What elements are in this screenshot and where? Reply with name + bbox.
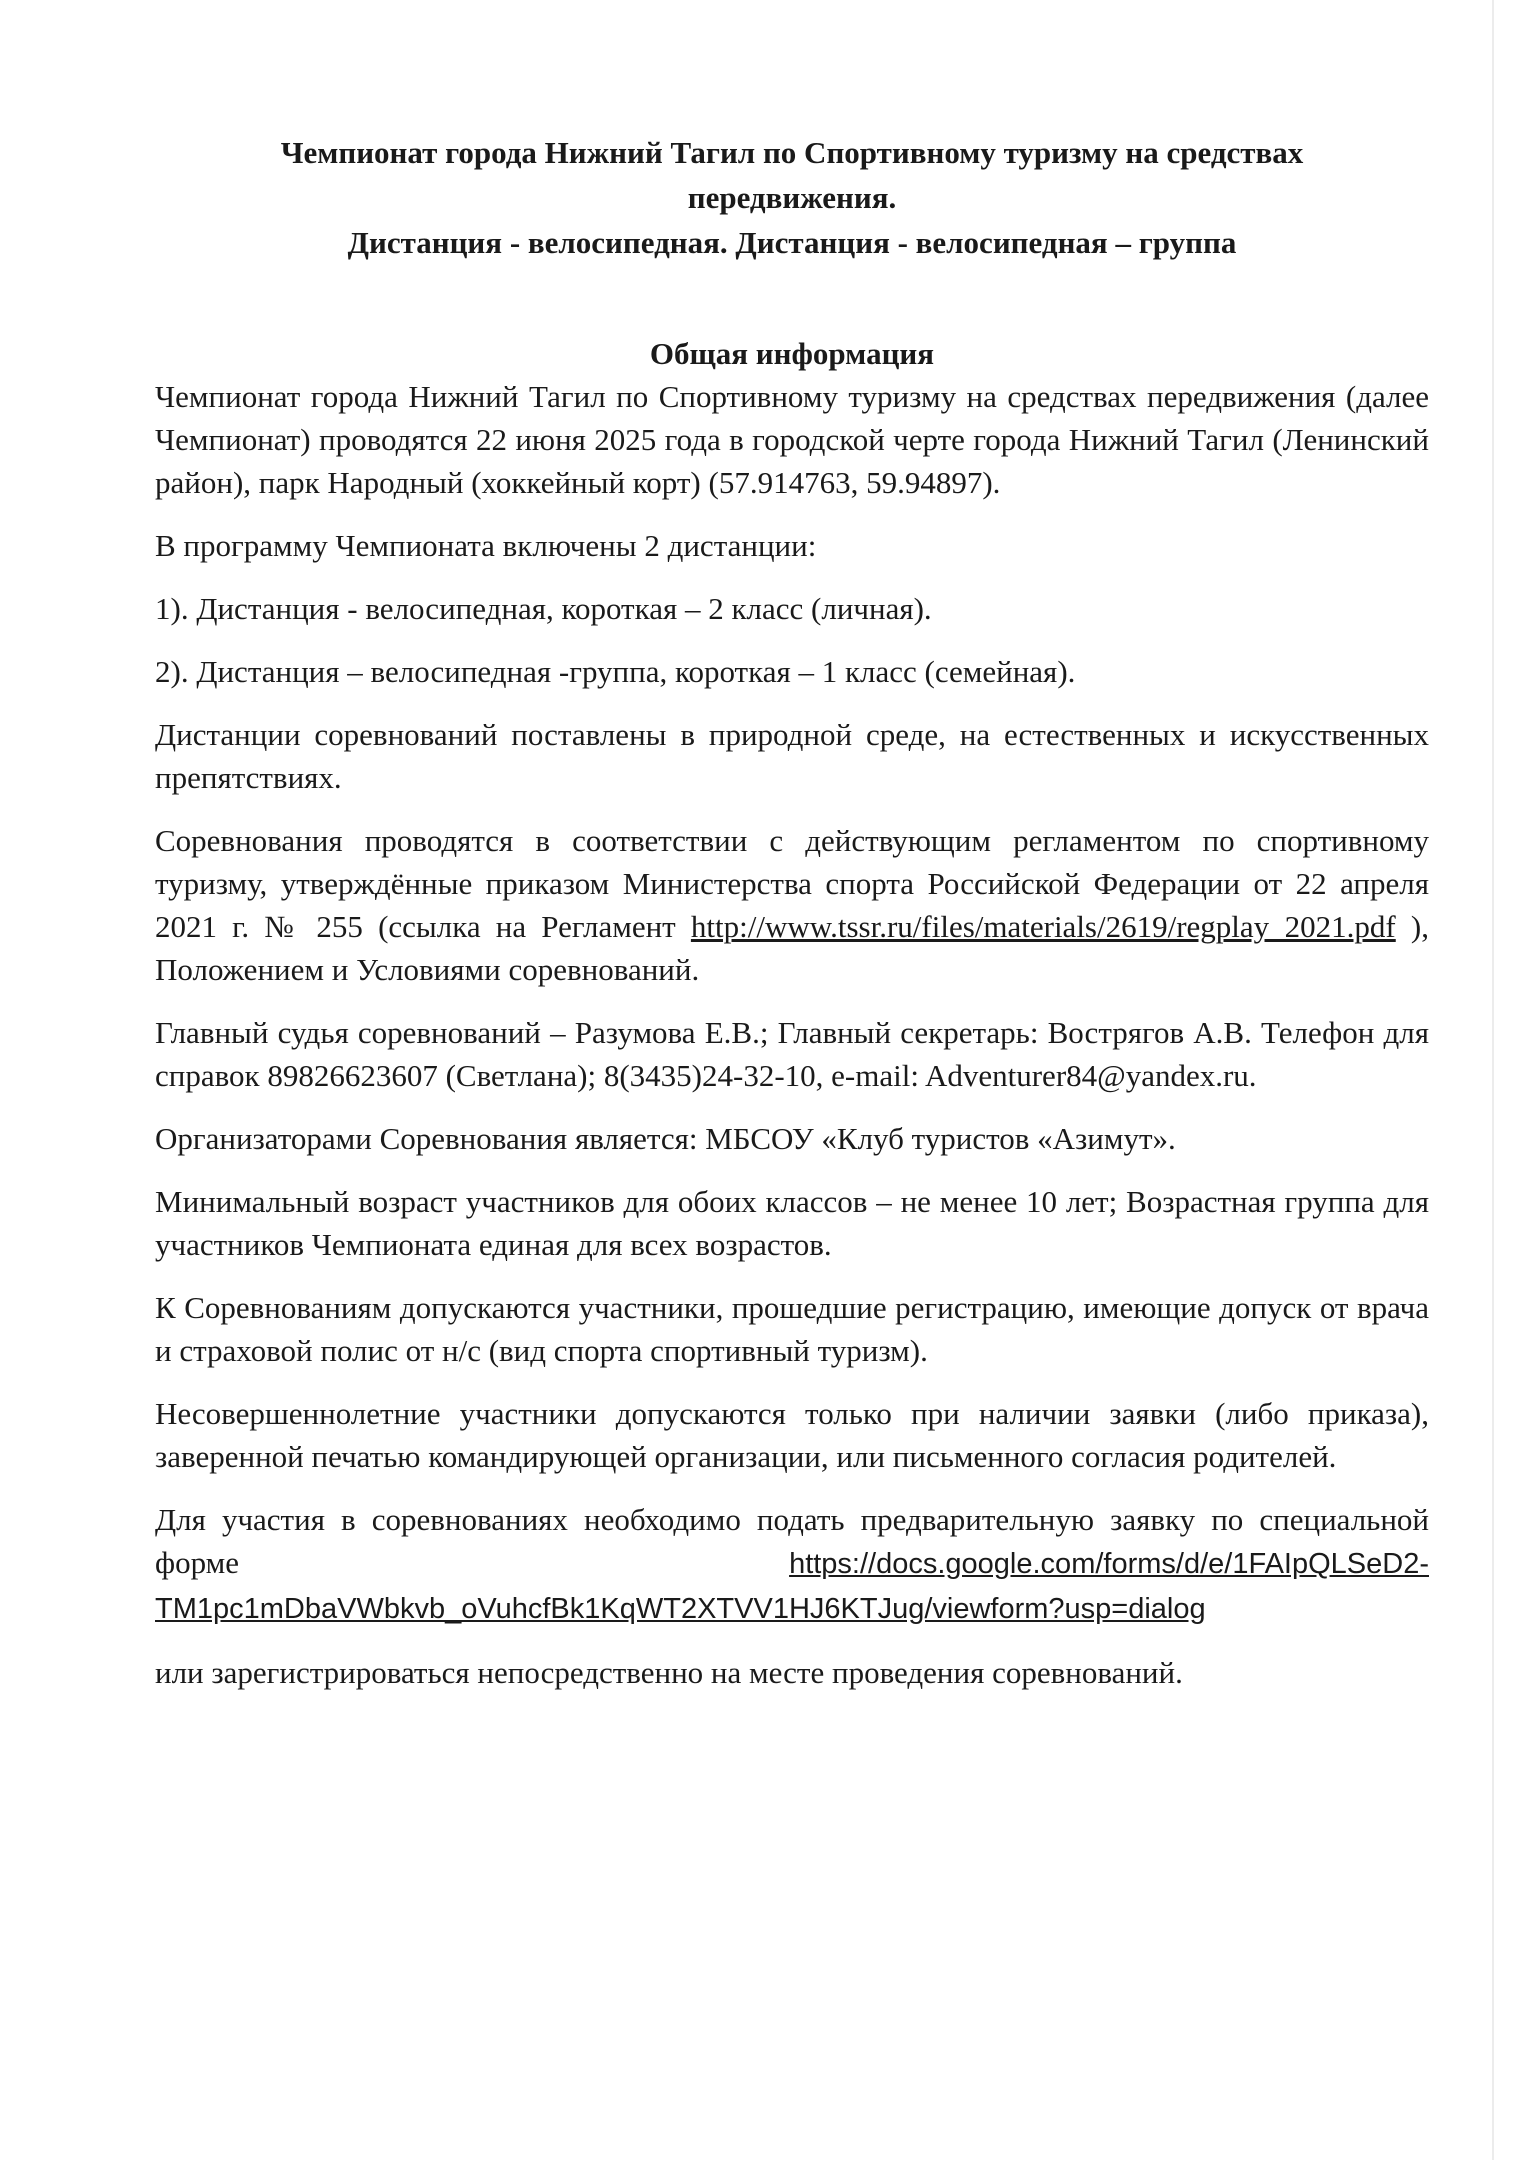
distance-item-1: 1). Дистанция - велосипедная, короткая – 2 класс (личная).	[155, 591, 932, 626]
document-title	[155, 130, 1429, 265]
paragraph-minors: Несовершеннолетние участники допускаются только при наличии заявки (либо приказа), заверенной печатью командирующей организации, или письменного согласия родителей.	[155, 1396, 1429, 1474]
scan-edge	[1492, 0, 1494, 2160]
registration-text-before: Для участия в соревнованиях необходимо подать предварительную заявку по специальной форме	[155, 1502, 1429, 1580]
paragraph-age: Минимальный возраст участников для обоих классов – не менее 10 лет; Возрастная группа для участников Чемпионата единая для всех возрастов.	[155, 1184, 1429, 1262]
title-line-1: Чемпионат города Нижний Тагил по Спортивному туризму на средствах	[280, 135, 1304, 170]
title-line-3: Дистанция - велосипедная. Дистанция - велосипедная – группа	[347, 225, 1237, 260]
section-heading: Общая информация	[649, 336, 935, 371]
paragraph-admission: К Соревнованиям допускаются участники, прошедшие регистрацию, имеющие допуск от врача и страховой полис от н/с (вид спорта спортивный туризм).	[155, 1290, 1429, 1368]
paragraph-contacts: Главный судья соревнований – Разумова Е.В.; Главный секретарь: Вострягов А.В. Телефон для справок 89826623607 (Светлана); 8(3435)24-32-10, e-mail: Adventurer84@yandex.ru.	[155, 1015, 1429, 1093]
paragraph-program: В программу Чемпионата включены 2 дистанции:	[155, 528, 817, 563]
regulations-text-after: ), Положением и Условиями соревнований.	[155, 909, 1429, 987]
paragraph-intro: Чемпионат города Нижний Тагил по Спортивному туризму на средствах передвижения (далее Чемпионат) проводятся 22 июня 2025 года в городской черте города Нижний Тагил (Ленинский район), парк Народный (хоккейный корт) (57.914763, 59.94897).	[155, 379, 1429, 500]
paragraph-regulations	[155, 819, 1429, 991]
regulations-link[interactable]: http://www.tssr.ru/files/materials/2619/regplay_2021.pdf	[690, 909, 1396, 944]
title-line-2: передвижения.	[687, 180, 897, 215]
registration-form-link[interactable]: https://docs.google.com/forms/d/e/1FAIpQLSeD2-TM1pc1mDbaVWbkvb_oVuhcfBk1KqWT2XTVV1HJ6KTJug/viewform?usp=dialog	[155, 1548, 1429, 1625]
paragraph-organizers: Организаторами Соревнования является: МБСОУ «Клуб туристов «Азимут».	[155, 1121, 1176, 1156]
regulations-text-before: Соревнования проводятся в соответствии с действующим регламентом по спортивному туризму, утверждённые приказом Министерства спорта Российской Федерации от 22 апреля 2021 г. № 255 (ссылка на Регламент	[155, 823, 1429, 944]
paragraph-registration	[155, 1498, 1429, 1631]
paragraph-environment: Дистанции соревнований поставлены в природной среде, на естественных и искусственных препятствиях.	[155, 717, 1429, 795]
paragraph-onsite: или зарегистрироваться непосредственно на месте проведения соревнований.	[155, 1655, 1183, 1690]
document-body	[155, 130, 1429, 1714]
distance-item-2: 2). Дистанция – велосипедная -группа, короткая – 1 класс (семейная).	[155, 654, 1076, 689]
